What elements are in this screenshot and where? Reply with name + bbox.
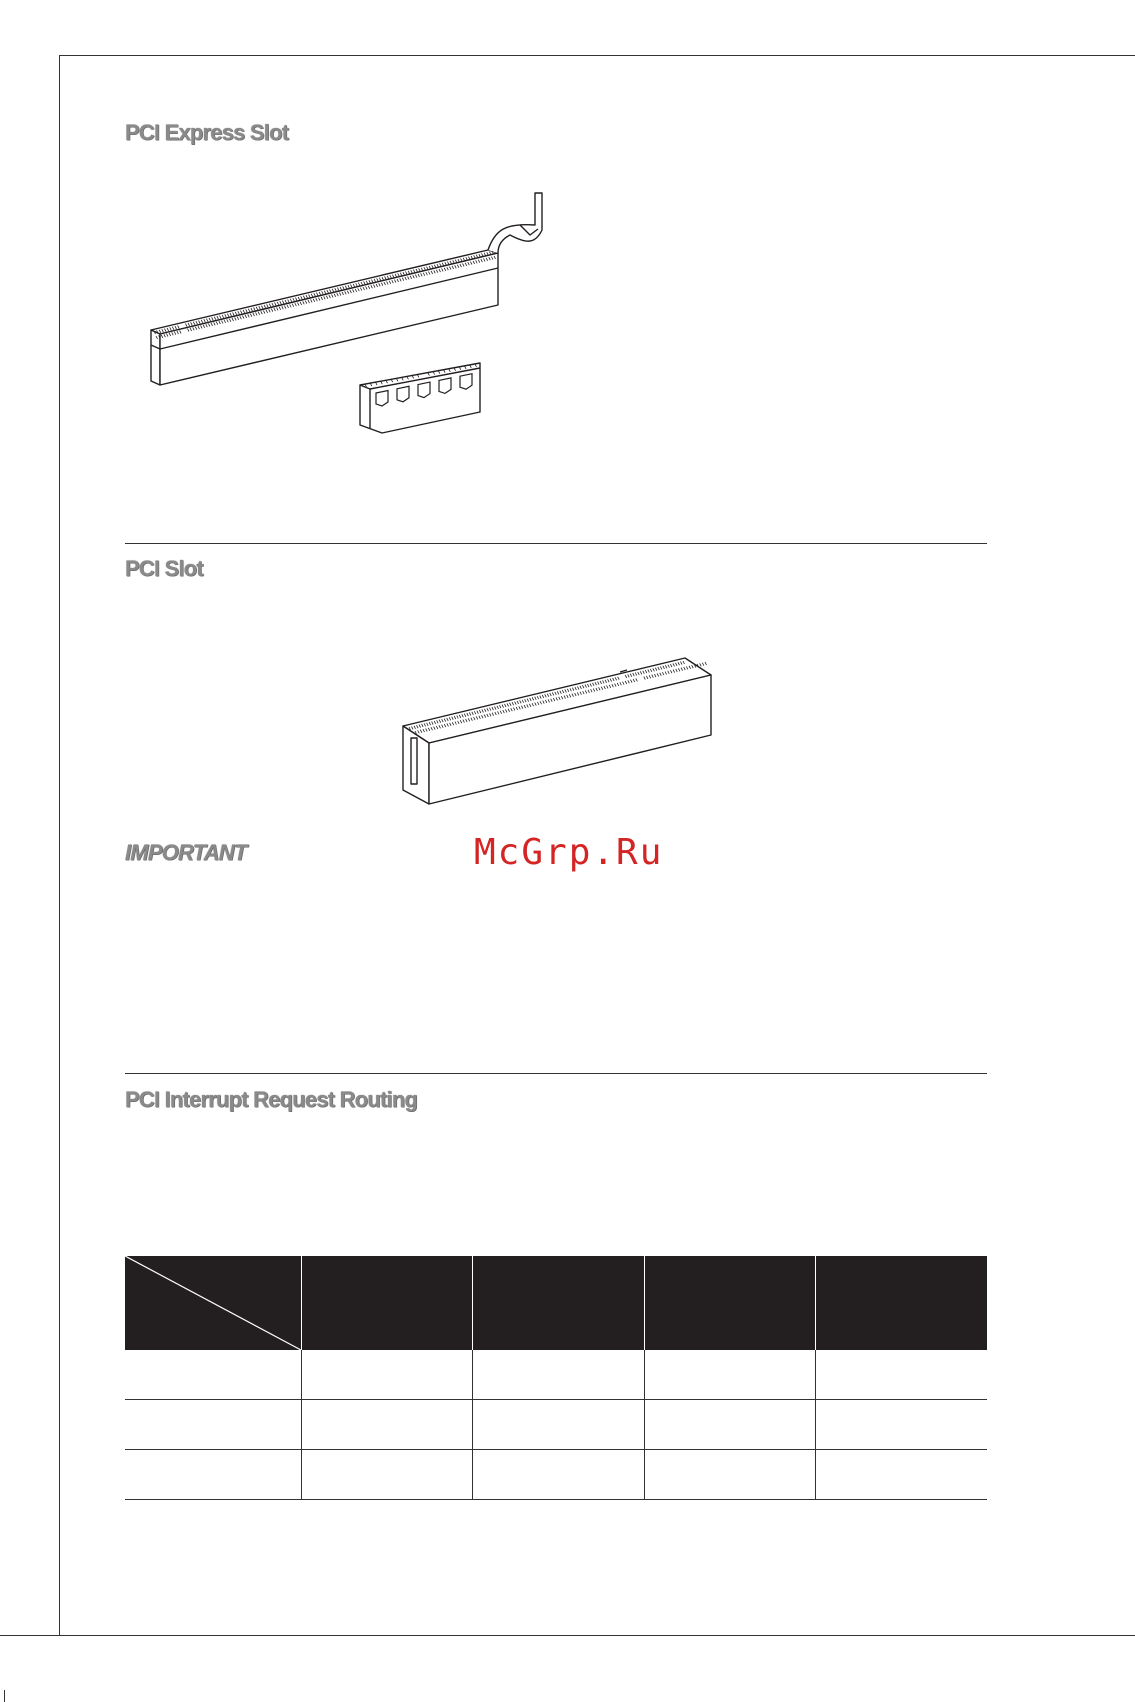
table-cell [644,1350,815,1400]
table-row [125,1400,987,1450]
latch-tab [418,382,430,398]
table-cell [302,1400,473,1450]
pin-tick [705,662,707,665]
page-frame-bottom [0,1635,1135,1636]
table-header-cell [644,1256,815,1350]
table-cell [644,1400,815,1450]
table-header-cell [473,1256,644,1350]
table-cell [473,1450,644,1500]
table-cell [302,1450,473,1500]
table-header-cell [816,1256,987,1350]
pcie-slot-illustration [140,185,560,445]
table-cell [816,1450,987,1500]
table-header-row [125,1256,987,1350]
table-cell [125,1350,302,1400]
page-frame-top [59,55,1135,56]
pci-slot-title: PCI Slot [125,556,203,581]
corner-diagonal [125,1256,301,1350]
table-row [125,1450,987,1500]
crop-mark [4,1690,5,1702]
table-cell [644,1450,815,1500]
table-cell [473,1350,644,1400]
table-cell [816,1400,987,1450]
latch-tab [397,386,409,402]
pin-tick [700,663,702,666]
pcie-slot-title: PCI Express Slot [125,120,289,145]
pci-slot-illustration [395,650,725,810]
table-cell [125,1400,302,1450]
pcie-x16-slot-front [151,330,160,385]
table-cell [125,1450,302,1500]
table-corner-cell [125,1256,302,1350]
table-header-cell [302,1256,473,1350]
table-cell [816,1350,987,1400]
table-cell [473,1400,644,1450]
pin-tick [702,663,704,666]
section-divider [125,543,987,544]
irq-routing-table [125,1256,987,1500]
section-divider [125,1073,987,1074]
table-cell [302,1350,473,1400]
latch-tab [376,391,388,407]
page-frame-left [59,55,60,1635]
table-row [125,1350,987,1400]
latch-tab [439,378,451,394]
watermark: McGrp.Ru [474,832,664,873]
pcie-retention-clip [488,193,542,253]
latch-tab [460,374,472,390]
important-title: IMPORTANT [125,840,247,865]
irq-routing-title: PCI Interrupt Request Routing [125,1087,418,1112]
